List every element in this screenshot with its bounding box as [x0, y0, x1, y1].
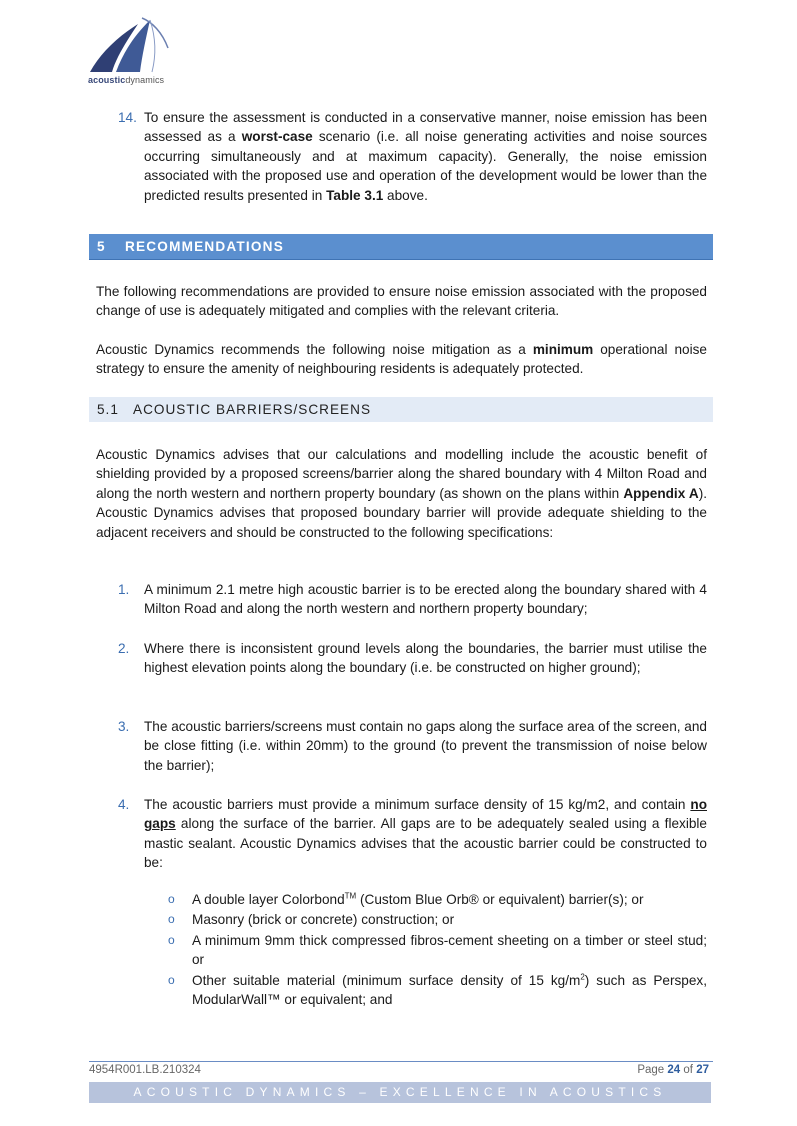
logo-sails-icon — [86, 14, 176, 76]
barrier-intro-paragraph: Acoustic Dynamics advises that our calculations and modelling include the acoustic benefit of shielding provided by a proposed screens/barrier along the shared boundary with 4 Milton Road and along the north western and northern property boundary (as shown on the plans within Appendix A). Acoustic Dynamics advises that proposed boundary barrier will provide adequate shielding to the adjacent receivers and should be constructed to the following specifications: — [96, 447, 707, 540]
list-item: o Masonry (brick or concrete) construction; or — [168, 912, 455, 928]
item-number: 14. — [118, 110, 137, 125]
list-item: o Other suitable material (minimum surface density of 15 $kg/m^2$) such as Perspex, ModularWall™ or equivalent; and — [168, 972, 708, 1008]
intro-paragraph: The following recommendations are provided to ensure noise emission associated with the proposed change of use is adequately mitigated and complies with the relevant criteria. — [96, 284, 707, 319]
list-item-2: 2. Where there is inconsistent ground levels along the boundaries, the barrier must utilise the highest elevation points along the boundary (i.e. be constructed on higher ground); — [118, 641, 707, 676]
list-item-14 — [118, 108, 707, 205]
page-number: Page 24 of 27 — [637, 1064, 709, 1076]
barrier-material-list — [168, 890, 707, 1010]
company-logo — [86, 14, 176, 92]
list-item-4: 4. The acoustic barriers must provide a minimum surface density of 15 kg/m2, and contain no gaps along the surface of the barrier. All gaps are to be adequately sealed using a flexible mastic sealant. Acoustic Dynamics advises that the acoustic barrier could be constructed to be: — [118, 797, 707, 871]
section-heading-recommendations: 5 RECOMMENDATIONS — [89, 234, 713, 260]
subsection-heading-barriers: 5.1 ACOUSTIC BARRIERS/SCREENS — [89, 397, 713, 422]
list-item: o A double layer Colorbond™ (Custom Blue Orb® or equivalent) barrier(s); or — [168, 891, 644, 907]
logo-wordmark: acousticdynamics — [88, 75, 165, 85]
footer-divider — [89, 1061, 713, 1062]
strategy-paragraph: Acoustic Dynamics recommends the following noise mitigation as a minimum operational noise strategy to ensure the amenity of neighbouring residents is adequately protected. — [96, 342, 707, 377]
list-item-3: 3. The acoustic barriers/screens must contain no gaps along the surface area of the screen, and be close fitting (i.e. within 20mm) to the ground (to prevent the transmission of noise below the barrier); — [118, 719, 707, 773]
document-reference: 4954R001.LB.210324 — [89, 1064, 201, 1076]
list-item: o A minimum 9mm thick compressed fibros-cement sheeting on a timber or steel stud; or — [168, 932, 707, 968]
list-item-1: 1. A minimum 2.1 metre high acoustic barrier is to be erected along the boundary shared with 4 Milton Road and along the north western and northern property boundary; — [118, 582, 707, 617]
footer-tagline: ACOUSTIC DYNAMICS – EXCELLENCE IN ACOUSTICS — [89, 1082, 711, 1103]
item-text: To ensure the assessment is conducted in a conservative manner, noise emission has been assessed as a worst-case scenario (i.e. all noise generating activities and noise sources occurring simultaneously and at maximum capacity). Generally, the noise emission associated with the proposed use and operation of the development would be lower than the predicted results presented in Table 3.1 above. — [144, 110, 707, 203]
